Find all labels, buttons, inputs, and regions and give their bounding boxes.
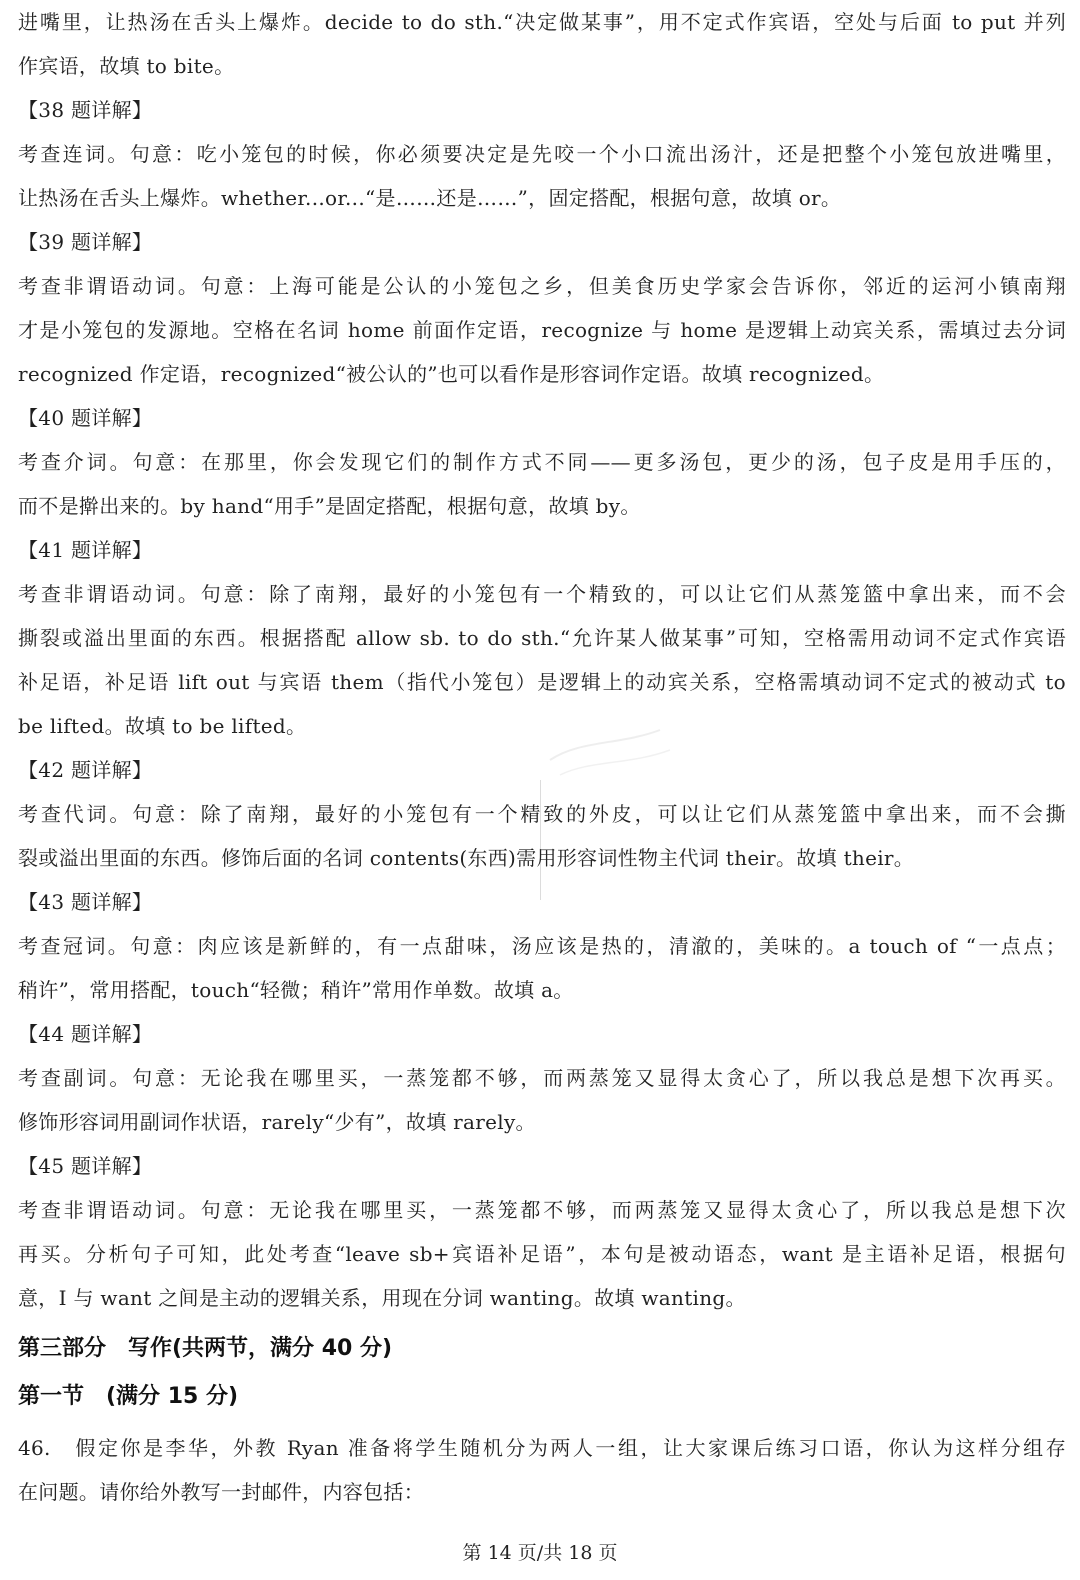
q39-line-1: 考查非谓语动词。句意：上海可能是公认的小笼包之乡，但美食历史学家会告诉你，邻近的运河小镇南翔 bbox=[18, 274, 1066, 298]
q41-line-4: be lifted。故填 to be lifted。 bbox=[18, 714, 307, 738]
q41-heading: 【41 题详解】 bbox=[18, 538, 153, 562]
q40-line-2: 而不是擀出来的。by hand“用手”是固定搭配，根据句意，故填 by。 bbox=[18, 494, 641, 518]
q41-line-2: 撕裂或溢出里面的东西。根据搭配 allow sb. to do sth.“允许某人做某事”可知，空格需用动词不定式作宾语 bbox=[18, 626, 1066, 650]
q40-heading: 【40 题详解】 bbox=[18, 406, 153, 430]
scan-artifact-line bbox=[540, 780, 541, 900]
q46-line-1: 46. 假定你是李华，外教 Ryan 准备将学生随机分为两人一组，让大家课后练习口语，你认为这样分组存 bbox=[18, 1436, 1066, 1460]
q45-line-2: 再买。分析句子可知，此处考查“leave sb+宾语补足语”，本句是被动语态，want 是主语补足语，根据句 bbox=[18, 1242, 1066, 1266]
q38-line-1: 考查连词。句意：吃小笼包的时候，你必须要决定是先咬一个小口流出汤汁，还是把整个小笼包放进嘴里， bbox=[18, 142, 1066, 166]
q45-heading: 【45 题详解】 bbox=[18, 1154, 153, 1178]
q43-line-2: 稍许”，常用搭配，touch“轻微；稍许”常用作单数。故填 a。 bbox=[18, 978, 574, 1002]
q42-line-1: 考查代词。句意：除了南翔，最好的小笼包有一个精致的外皮，可以让它们从蒸笼篮中拿出来，而不会撕 bbox=[18, 802, 1066, 826]
q41-line-3: 补足语，补足语 lift out 与宾语 them（指代小笼包）是逻辑上的动宾关系，空格需填动词不定式的被动式 to bbox=[18, 670, 1066, 694]
q43-line-1: 考查冠词。句意：肉应该是新鲜的，有一点甜味，汤应该是热的，清澈的，美味的。a touch of “一点点； bbox=[18, 934, 1066, 958]
q42-heading: 【42 题详解】 bbox=[18, 758, 153, 782]
q38-heading: 【38 题详解】 bbox=[18, 98, 153, 122]
q43-heading: 【43 题详解】 bbox=[18, 890, 153, 914]
q39-heading: 【39 题详解】 bbox=[18, 230, 153, 254]
q39-line-3: recognized 作定语，recognized“被公认的”也可以看作是形容词作定语。故填 recognized。 bbox=[18, 362, 885, 386]
q42-line-2: 裂或溢出里面的东西。修饰后面的名词 contents(东西)需用形容词性物主代词 their。故填 their。 bbox=[18, 846, 915, 870]
q37-line-1: 进嘴里，让热汤在舌头上爆炸。decide to do sth.“决定做某事”，用不定式作宾语，空处与后面 to put 并列 bbox=[18, 10, 1066, 34]
q38-line-2: 让热汤在舌头上爆炸。whether...or...“是……还是……”，固定搭配，根据句意，故填 or。 bbox=[18, 186, 842, 210]
q44-heading: 【44 题详解】 bbox=[18, 1022, 153, 1046]
q45-line-3: 意，I 与 want 之间是主动的逻辑关系，用现在分词 wanting。故填 wanting。 bbox=[18, 1286, 746, 1310]
q41-line-1: 考查非谓语动词。句意：除了南翔，最好的小笼包有一个精致的，可以让它们从蒸笼篮中拿出来，而不会 bbox=[18, 582, 1066, 606]
q45-line-1: 考查非谓语动词。句意：无论我在哪里买，一蒸笼都不够，而两蒸笼又显得太贪心了，所以我总是想下次 bbox=[18, 1198, 1066, 1222]
part3-title: 第三部分 写作(共两节，满分 40 分) bbox=[18, 1336, 393, 1361]
q37-line-2: 作宾语，故填 to bite。 bbox=[18, 54, 235, 78]
q40-line-1: 考查介词。句意：在那里，你会发现它们的制作方式不同——更多汤包，更少的汤，包子皮是用手压的， bbox=[18, 450, 1066, 474]
q44-line-1: 考查副词。句意：无论我在哪里买，一蒸笼都不够，而两蒸笼又显得太贪心了，所以我总是想下次再买。 bbox=[18, 1066, 1066, 1090]
q46-line-2: 在问题。请你给外教写一封邮件，内容包括： bbox=[18, 1480, 424, 1504]
q44-line-2: 修饰形容词用副词作状语，rarely“少有”，故填 rarely。 bbox=[18, 1110, 536, 1134]
section1-title: 第一节 (满分 15 分) bbox=[18, 1384, 239, 1409]
q39-line-2: 才是小笼包的发源地。空格在名词 home 前面作定语，recognize 与 home 是逻辑上动宾关系，需填过去分词 bbox=[18, 318, 1066, 342]
page-number: 第 14 页/共 18 页 bbox=[462, 1542, 618, 1564]
